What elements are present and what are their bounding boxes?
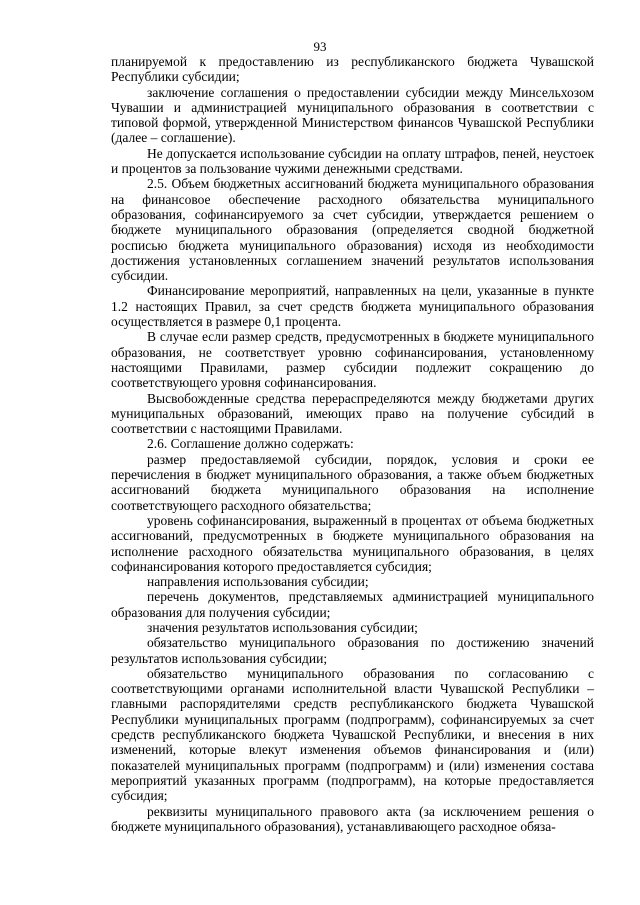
paragraph-financing: Финансирование мероприятий, направленных на цели, указанные в пункте 1.2 настоящих Правил, за счет средств бюджета муниципального образования осуществляется в размере 0,1 процента. <box>111 283 594 330</box>
document-body <box>111 54 594 834</box>
list-item-achievement-obligation: обязательство муниципального образования по достижению значений результатов использования субсидии; <box>111 635 594 666</box>
list-item-coordination-obligation: обязательство муниципального образования по согласованию с соответствующими органами исполнительной власти Чувашской Республики – главными распорядителями средств республиканского бюджета Чувашской Республики муниципальных программ (подпрограмм), софинансируемых за счет средств республиканского бюджета Чувашской Республики, и внесения в них изменений, которые влекут изменения объемов финансирования и (или) показателей муниципальных программ (подпрограмм) и (или) изменения состава мероприятий указанных программ (подпрограмм), на которые предоставляется субсидия; <box>111 665 594 804</box>
list-item-result-values: значения результатов использования субсидии; <box>147 619 418 635</box>
paragraph-reduction: В случае если размер средств, предусмотренных в бюджете муниципального образования, не соответствует уровню софинансирования, установленному настоящими Правилами, размер субсидии подлежит сокращению до соответствующего уровня софинансирования. <box>111 329 594 391</box>
paragraph-prohibited-use: Не допускается использование субсидии на оплату штрафов, пеней, неустоек и процентов за пользование чужими денежными средствами. <box>111 145 594 177</box>
page-number: 93 <box>313 39 327 54</box>
list-item-subsidy-amount: размер предоставляемой субсидии, порядок, условия и сроки ее перечисления в бюджет муниципального образования, а также объем бюджетных ассигнований бюджета муниципального образования на исполнение соответствующего расходного обязательства; <box>111 451 594 513</box>
paragraph-2-5: 2.5. Объем бюджетных ассигнований бюджета муниципального образования на финансовое обеспечение расходного обязательства муниципального образования, софинансируемого за счет субсидии, утверждается решением о бюджете муниципального образования (определяется сводной бюджетной росписью бюджета муниципального образования) исходя из необходимости достижения установленных соглашением значений результатов использования субсидии. <box>111 176 594 284</box>
paragraph-2-6: 2.6. Соглашение должно содержать: <box>147 436 354 452</box>
paragraph-agreement-conclusion: заключение соглашения о предоставлении субсидии между Минсельхозом Чувашии и администрацией муниципального образования в соответствии с типовой формой, утвержденной Министерством финансов Чувашской Республики (далее – соглашение). <box>111 84 594 146</box>
paragraph-redistribution: Высвобожденные средства перераспределяются между бюджетами других муниципальных образований, имеющих право на получение субсидий в соответствии с настоящими Правилами. <box>111 390 594 437</box>
list-item-legal-act-details: реквизиты муниципального правового акта (за исключением решения о бюджете муниципального образования), устанавливающего расходное обяза- <box>111 803 594 834</box>
list-item-usage-directions: направления использования субсидии; <box>147 574 369 590</box>
list-item-cofinancing-level: уровень софинансирования, выраженный в процентах от объема бюджетных ассигнований, предусмотренных в бюджете муниципального образования на исполнение расходного обязательства муниципального образования, в целях софинансирования которого предоставляется субсидия; <box>111 512 594 574</box>
paragraph-continuation: планируемой к предоставлению из республиканского бюджета Чувашской Республики субсидии; <box>111 54 594 85</box>
list-item-documents: перечень документов, представляемых администрацией муниципального образования для получения субсидии; <box>111 589 594 620</box>
